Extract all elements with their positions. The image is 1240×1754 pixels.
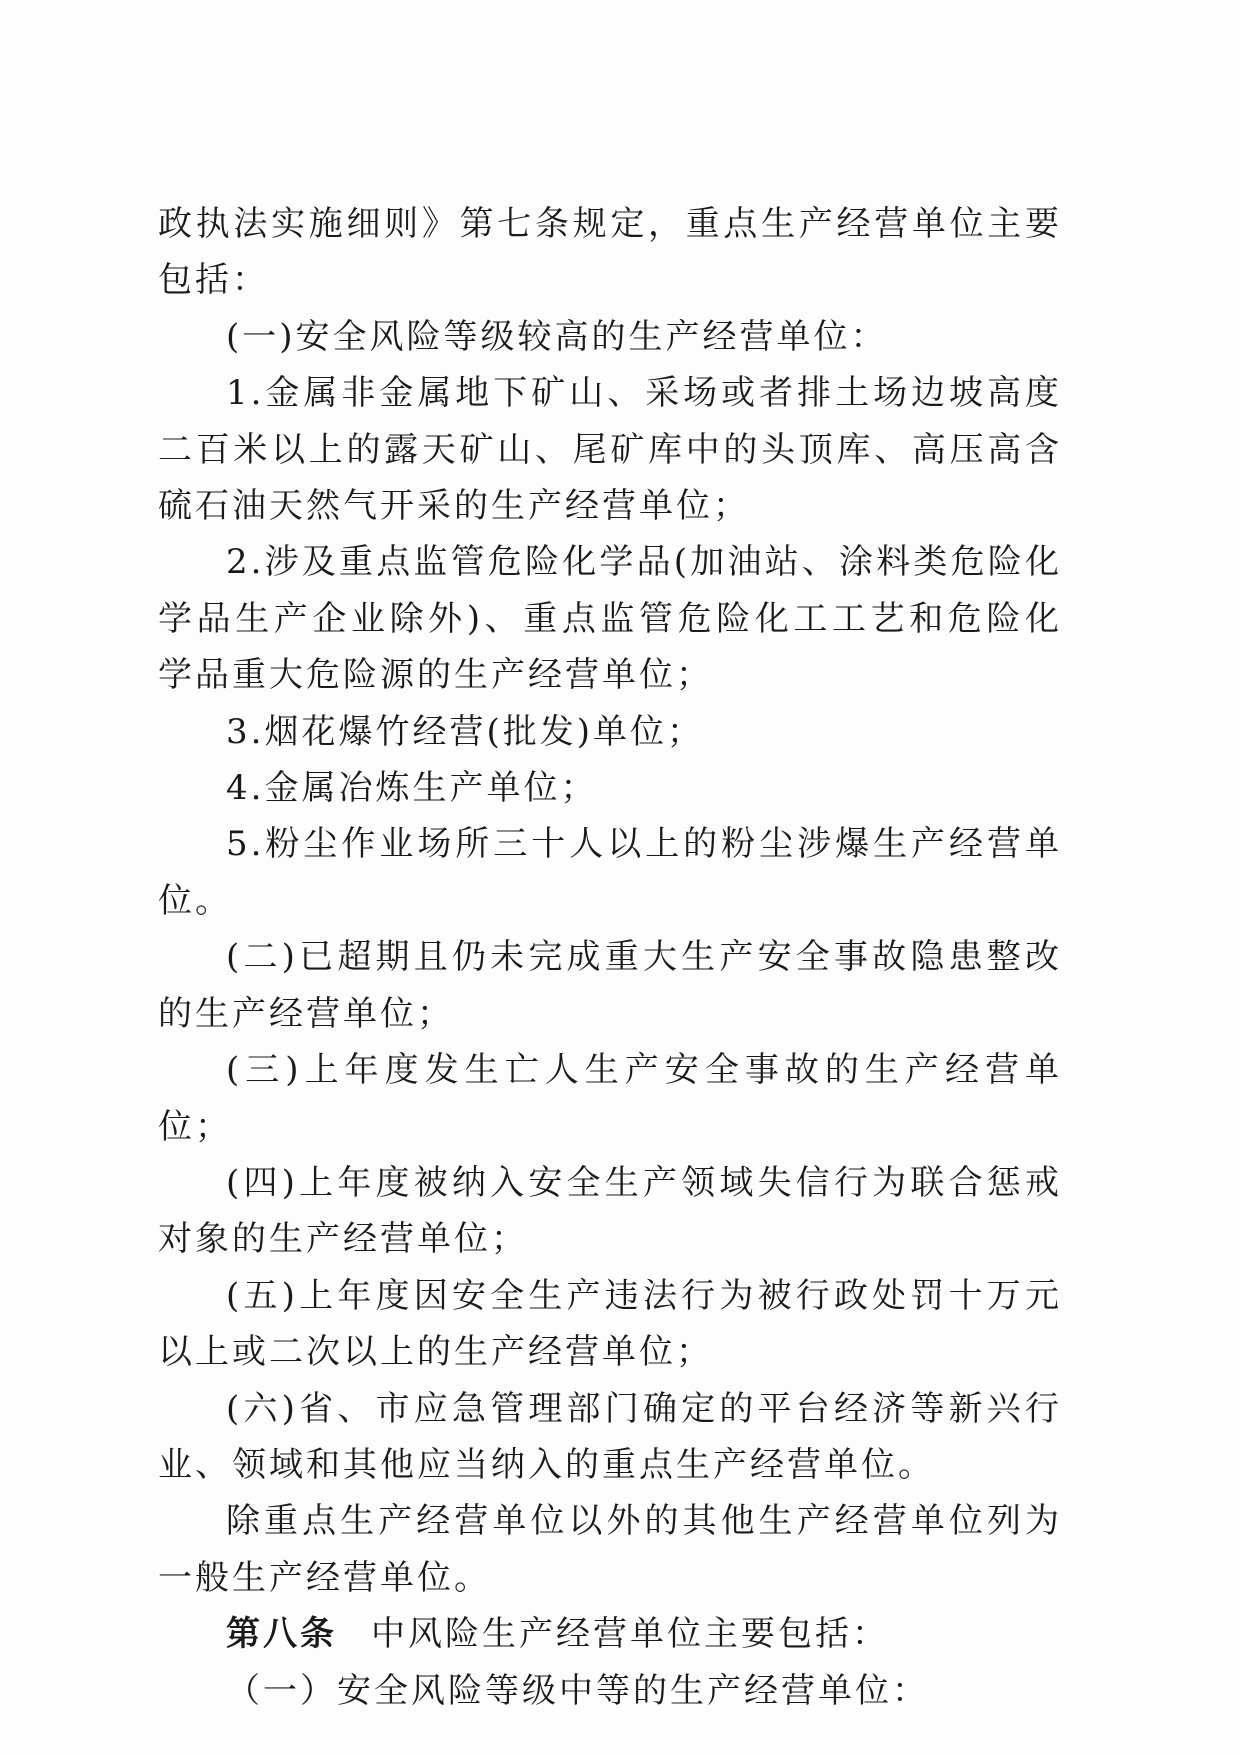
paragraph-item-3: (三)上年度发生亡人生产安全事故的生产经营单位； xyxy=(158,1050,1062,1147)
paragraph-general-units: 除重点生产经营单位以外的其他生产经营单位列为一般生产经营单位。 xyxy=(158,1501,1062,1598)
article-8-heading: 第八条 xyxy=(226,1614,337,1655)
paragraph-item-4: (四)上年度被纳入安全生产领域失信行为联合惩戒对象的生产经营单位； xyxy=(158,1162,1062,1260)
paragraph-subitem-1: 1.金属非金属地下矿山、采场或者排土场边坡高度二百米以上的露天矿山、尾矿库中的头顶库、高压高含硫石油天然气开采的生产经营单位； xyxy=(158,373,1062,527)
article-8-paragraph xyxy=(158,1606,1062,1662)
paragraph-item-5: (五)上年度因安全生产违法行为被行政处罚十万元以上或二次以上的生产经营单位； xyxy=(158,1275,1062,1373)
article-8-text: 中风险生产经营单位主要包括： xyxy=(371,1614,889,1655)
paragraph-item-6: (六)省、市应急管理部门确定的平台经济等新兴行业、领域和其他应当纳入的重点生产经营单位。 xyxy=(158,1388,1062,1485)
paragraph-subitem-3: 3.烟花爆竹经营(批发)单位； xyxy=(226,711,704,752)
paragraph-subitem-2: 2.涉及重点监管危险化学品(加油站、涂料类危险化学品生产企业除外)、重点监管危险化工工艺和危险化学品重大危险源的生产经营单位； xyxy=(158,542,1062,696)
paragraph-continuation: 政执法实施细则》第七条规定，重点生产经营单位主要包括： xyxy=(158,204,1062,301)
paragraph-subitem-5: 5.粉尘作业场所三十人以上的粉尘涉爆生产经营单位。 xyxy=(158,824,1062,921)
paragraph-item-1: (一)安全风险等级较高的生产经营单位： xyxy=(226,316,888,357)
paragraph-article-8-item-1: （一）安全风险等级中等的生产经营单位： xyxy=(226,1670,929,1711)
paragraph-subitem-4: 4.金属冶炼生产单位； xyxy=(226,768,598,809)
paragraph-item-2: (二)已超期且仍未完成重大生产安全事故隐患整改的生产经营单位； xyxy=(158,937,1062,1034)
